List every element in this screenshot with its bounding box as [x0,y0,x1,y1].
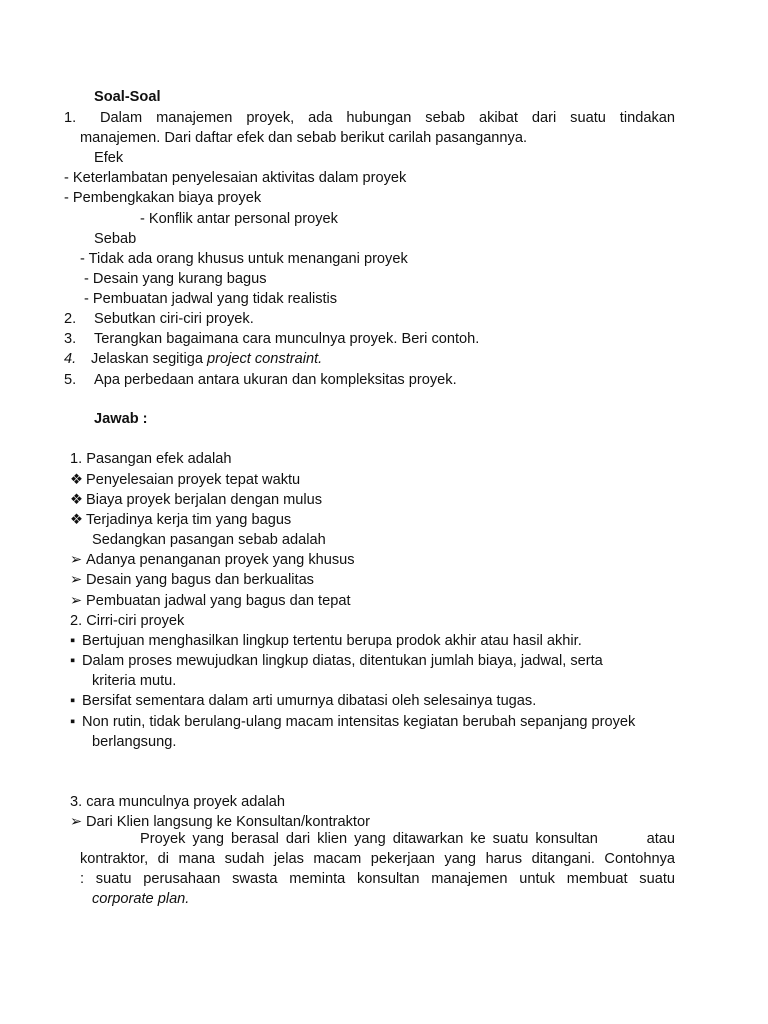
square-bullet-icon: ▪ [70,633,76,649]
a3-paragraph-line2: kontraktor, di mana sudah jelas macam pekerjaan yang harus ditangani. Contohnya [80,851,675,867]
sebab-bullet [70,570,314,590]
q3-number: 3. [64,331,77,347]
efek-bullet [70,470,300,490]
sebab-bullet-text: Adanya penanganan proyek yang khusus [86,552,355,568]
q1-line2: manajemen. Dari daftar efek dan sebab berikut carilah pasangannya. [80,130,528,146]
square-bullet-icon: ▪ [70,653,76,669]
sebab-bullet-text: Pembuatan jadwal yang bagus dan tepat [86,593,351,609]
questions-title: Soal-Soal [94,89,161,105]
ciri-item-continuation: kriteria mutu. [92,673,177,689]
a3-heading: 3. cara munculnya proyek adalah [70,794,285,810]
ciri-item [70,691,536,711]
square-bullet-icon: ▪ [70,714,76,730]
ciri-item [70,712,635,732]
arrow-bullet-icon: ➢ [70,572,83,588]
efek-bullet [70,490,322,510]
a3-paragraph-line3: : suatu perusahaan swasta meminta konsultan manajemen untuk membuat suatu [80,871,675,887]
efek-item: - Pembengkakan biaya proyek [64,190,262,206]
sebab-label: Sebab [94,231,137,247]
efek-bullet-text: Penyelesaian proyek tepat waktu [86,472,301,488]
q1-line1: Dalam manajemen proyek, ada hubungan sebab akibat dari suatu tindakan [100,110,675,126]
a2-heading: 2. Cirri-ciri proyek [70,613,185,629]
ciri-item-text: Non rutin, tidak berulang-ulang macam intensitas kegiatan berubah sepanjang proyek [82,714,636,730]
ciri-item-text: Bertujuan menghasilkan lingkup tertentu berupa prodok akhir atau hasil akhir. [82,633,582,649]
sebab-item: - Desain yang kurang bagus [84,271,267,287]
a1-heading: 1. Pasangan efek adalah [70,451,232,467]
efek-item: - Keterlambatan penyelesaian aktivitas dalam proyek [64,170,407,186]
diamond-bullet-icon: ❖ [70,492,84,508]
efek-bullet-text: Biaya proyek berjalan dengan mulus [86,492,323,508]
a3-paragraph-line1: Proyek yang berasal dari klien yang ditawarkan ke suatu konsultan atau [140,831,675,847]
sebab-bullet [70,591,351,611]
efek-item: - Konflik antar personal proyek [140,211,338,227]
efek-bullet-text: Terjadinya kerja tim yang bagus [86,512,292,528]
arrow-bullet-icon: ➢ [70,552,83,568]
q4-text-italic: project constraint. [207,351,323,367]
a3-bullet-text: Dari Klien langsung ke Konsultan/kontraktor [86,814,370,830]
q3-text: Terangkan bagaimana cara munculnya proyek. Beri contoh. [94,331,480,347]
answers-title: Jawab : [94,411,148,427]
efek-bullet [70,510,291,530]
diamond-bullet-icon: ❖ [70,512,84,528]
q4-number: 4. [64,351,77,367]
q1-number: 1. [64,110,77,126]
q2-number: 2. [64,311,77,327]
ciri-item [70,651,603,671]
ciri-item-text: Dalam proses mewujudkan lingkup diatas, ditentukan jumlah biaya, jadwal, serta [82,653,603,669]
q5-number: 5. [64,372,77,388]
sebab-bullet [70,550,355,570]
square-bullet-icon: ▪ [70,693,76,709]
q4-text [91,349,322,369]
sebab-intro: Sedangkan pasangan sebab adalah [92,532,326,548]
sebab-item: - Tidak ada orang khusus untuk menangani proyek [80,251,408,267]
a3-paragraph-line4: corporate plan. [92,891,190,907]
q2-text: Sebutkan ciri-ciri proyek. [94,311,254,327]
q4-text-plain: Jelaskan segitiga [91,351,208,367]
ciri-item [70,631,582,651]
diamond-bullet-icon: ❖ [70,472,84,488]
arrow-bullet-icon: ➢ [70,593,83,609]
sebab-bullet-text: Desain yang bagus dan berkualitas [86,572,314,588]
ciri-item-continuation: berlangsung. [92,734,177,750]
efek-label: Efek [94,150,124,166]
q5-text: Apa perbedaan antara ukuran dan kompleksitas proyek. [94,372,457,388]
arrow-bullet-icon: ➢ [70,814,83,830]
ciri-item-text: Bersifat sementara dalam arti umurnya dibatasi oleh selesainya tugas. [82,693,537,709]
sebab-item: - Pembuatan jadwal yang tidak realistis [84,291,338,307]
